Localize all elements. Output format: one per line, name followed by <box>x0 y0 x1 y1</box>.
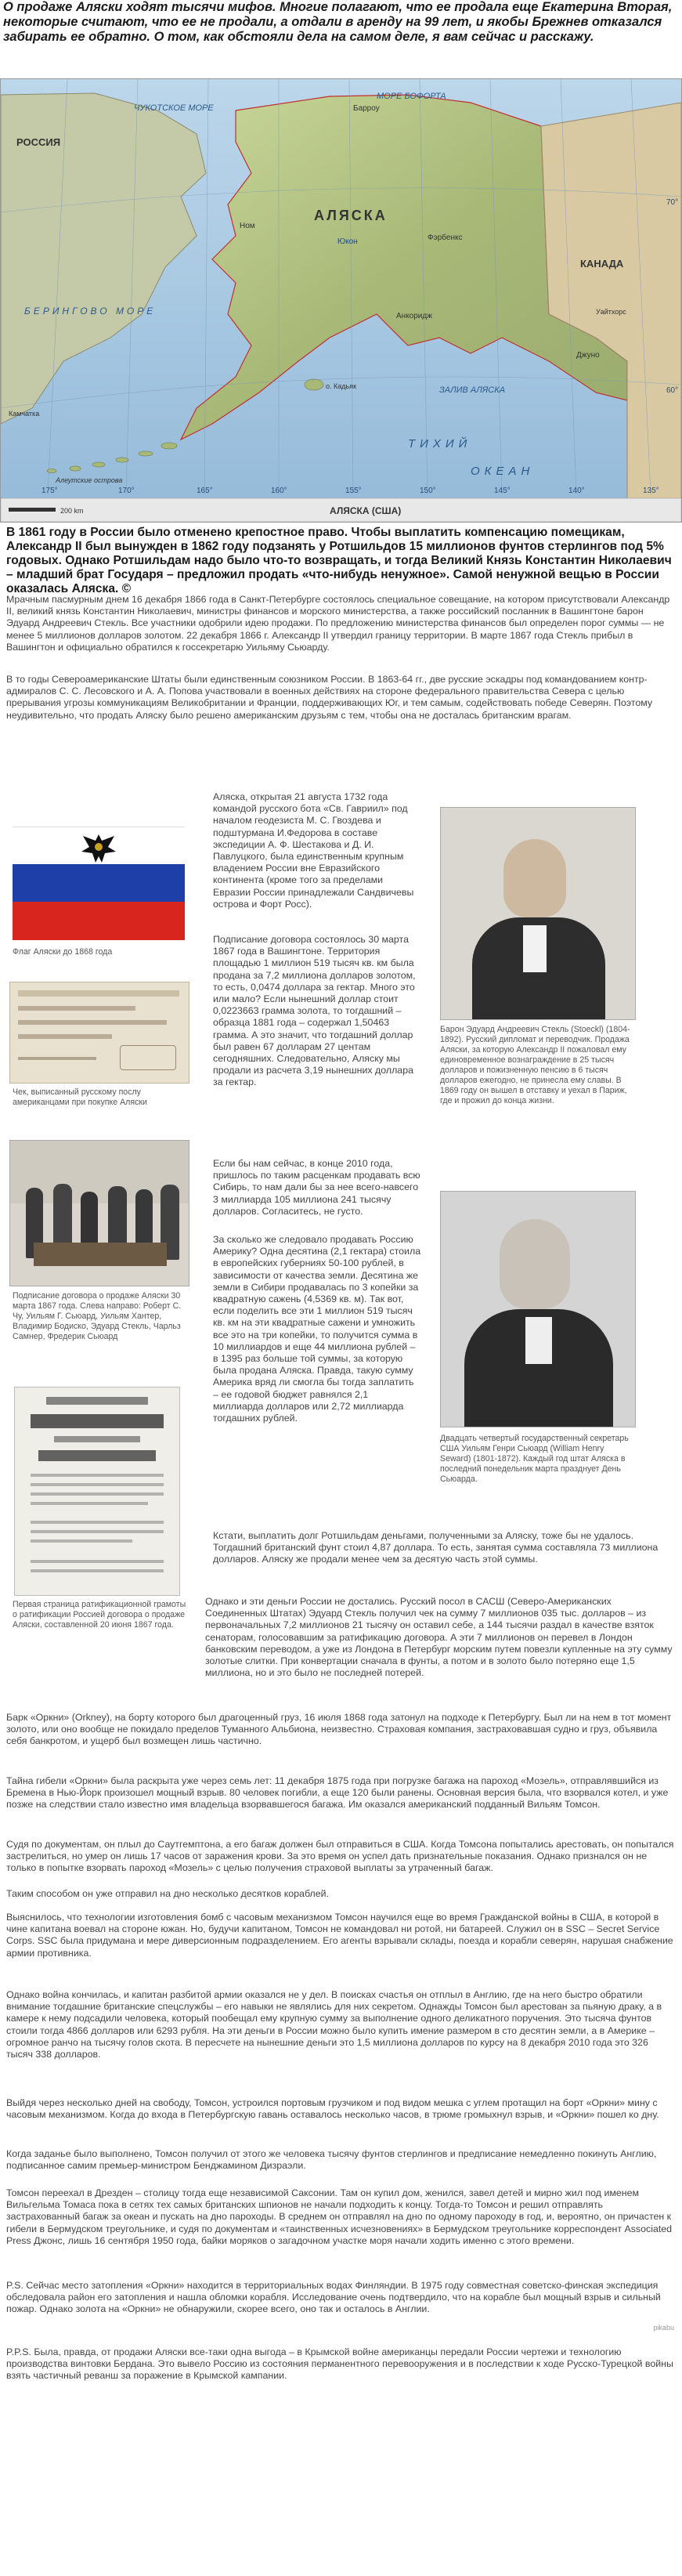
map-lon-label: 155° <box>345 487 362 495</box>
watermark: pikabu <box>653 2324 674 2332</box>
paragraph-discovery: Аляска, открытая 21 августа 1732 года командой русского бота «Св. Гавриил» под началом геодезиста М. С. Гвоздева и подштурмана И.Федорова в составе экспедиции А. Ф. Шестакова и Д. И. Павлуцкого, была единственным крупным владением России вне Евразийского континента (кроме того за пределами Евразии России принадлежали Сандвичевы острова и Форт Росс). <box>213 791 414 910</box>
alaska-map-svg <box>1 79 681 522</box>
map-label-nome: Ном <box>240 222 255 230</box>
map-label-pacific-1: ТИХИЙ <box>408 437 472 450</box>
map-label-pacific-2: ОКЕАН <box>471 465 535 478</box>
map-lon-label: 145° <box>494 487 511 495</box>
paragraph-intro-2: В то годы Североамериканские Штаты были единственным союзником России. В 1863-64 гг., две русские эскадры под командованием контр-адмиралов С. С. Лесовского и А. А. Попова участвовали в военных действиях на стороне федерального правительства Севера с целью прерывания угрозы коммуникациям Великобритании и Франции, поддерживающих Юг, и тем самым, содействовать победе Северян. Поэтому неудивительно, что продать Аляску было решено американским друзьям с тем, чтобы она не досталась британским врагам. <box>6 674 653 721</box>
flag-caption: Флаг Аляски до 1868 года <box>13 947 113 957</box>
signing-painting <box>9 1140 189 1286</box>
map-scale-label: 200 km <box>60 507 84 515</box>
paragraph-bottom-0: Однако и эти деньги России не достались. Русский посол в САСШ (Северо-Американских Соединенных Штатах) Эдуард Стекль получил чек на сумму 7 миллионов 035 тыс. долларов – из первоначальных 7,2 миллионов 21 тысячу он оставил себе, а 144 тысячи раздал в качестве взяток сенаторам, голосовавшим за ратификацию договора. А эти 7 миллионов он перевел в Лондон банковским переводом, а уже из Лондона в Петербург морским путем повезли купленные на эту сумму золотые слитки. При конвертации сначала в фунты, а потом и в золото было потеряно еще 1,5 миллиона, но и это было не последней потерей. <box>205 1596 673 1679</box>
paragraph-bottom-7: Выйдя через несколько дней на свободу, Томсон, устроился портовым грузчиком и под видом мешка с углем протащил на борт «Оркни» мину с часовым механизмом. Когда до входа в Петербургскую гавань оставалось несколько часов, в трюме громыхнул взрыв, и «Оркни» пошел ко дну. <box>6 2097 659 2121</box>
map-label-beaufort: МОРЕ БОФОРТА <box>377 92 446 101</box>
paragraph-bottom-2: Тайна гибели «Оркни» была раскрыта уже через семь лет: 11 декабря 1875 года при погрузке багажа на пароход «Мозель», отправлявшийся из Бремена в Нью-Йорк произошел мощный взрыв. 80 человек погибли, а еще 120 были ранены. Основная версия была, что взорвался котел, и уже позже на следствии стало известно имя владельца взорвавшегося багажа. Им оказался американский подданный Вильям Томсон. <box>6 1775 669 1811</box>
alaska-map <box>0 78 682 523</box>
signing-caption: Подписание договора о продаже Аляски 30 марта 1867 года. Слева направо: Роберт С. Чу, Уильям Г. Сьюард, Уильям Хантер, Владимир Бодиско, Эдуард Стекль, Чарльз Самнер, Фредерик Сьюард <box>13 1291 182 1341</box>
map-lon-label: 135° <box>643 487 659 495</box>
paragraph-bottom-9: Томсон переехал в Дрезден – столицу тогда еще независимой Саксонии. Там он купил дом, женился, завел детей и мирно жил под именем Вильгельма Томаса пока в сетях тех самых британских шпионов не начали подходить к концу. Тогда-то Томсон и решил отправлять застрахованный багаж за океан и пускать на дно пароходы. В среднем он отправлял на дно по одному пароходу в год, и, вероятно, он причастен к гибели в Бермудском треугольнике, и судя по документам и «таинственных исчезновениях» в Бермудском треугольнике корреспондент Associated Press Джонс, лишь 16 сентября 1950 года, байки моряков о загадочном участке моря начали ходить именно с этого времени. <box>6 2187 673 2246</box>
seward-portrait <box>440 1191 636 1427</box>
map-scale-bar <box>9 508 56 512</box>
map-lon-label: 150° <box>420 487 436 495</box>
map-label-canada: КАНАДА <box>580 258 624 270</box>
paragraph-siberia: Если бы нам сейчас, в конце 2010 года, пришлось по таким расценкам продавать всю Сибирь, то нам дали бы за нее всего-навсего 3 миллиарда 105 миллиона 241 тысячу долларов. Согласитесь, не густо. <box>213 1158 420 1217</box>
seward-caption: Двадцать четвертый государственный секретарь США Уильям Генри Сьюард (William Henry Seward) (1801-1872). Каждый год штат Аляска в последний понедельник марта празднует День Сьюарда. <box>440 1434 629 1484</box>
map-label-fairbanks: Фэрбенкс <box>428 233 463 242</box>
paragraph-bottom-5: Выяснилось, что технологии изготовления бомб с часовым механизмом Томсон научился еще во время Гражданской войны в США, в которой в чине капитана воевал на стороне южан. Но, будучи капитаном, Томсон не командовал ни ротой, ни батареей. Служил он в SSC – Secret Service Corps. SSC была придумана и мере диверсионным подразделением. Его агенты взрывали склады, поезда и корабли северян, нарушая снабжение армии противника. <box>6 1912 673 1959</box>
paragraph-bottom-10: P.S. Сейчас место затопления «Оркни» находится в территориальных водах Финляндии. В 1975 году совместная советско-финская экспедиция обследовала район его затопления и нашла обломки корабля. Исследование очень подтвердило, что на корабле был мощный взрыв и сильный пожар. Однако золота на «Оркни» не обнаружили, скорее всего, оно так и осталось в Англии. <box>6 2280 661 2315</box>
map-label-whitehorse: Уайтхорс <box>596 308 626 316</box>
paragraph-bottom-6: Однако война кончилась, и капитан разбитой армии оказался не у дел. В поисках счастья он отплыл в Англию, где на него быстро обратили внимание тогдашние британские спецслужбы – его навыки не являлись для них секретом. Однажды Томсон был арестован за пьяную драку, а в камере к нему подсадили человека, который пообещал ему крупную сумму за выполнение одного деликатного поручения. Это тысяча фунтов стоили тогда 4866 долларов или 6293 рубля. На эти деньги в России можно было купить имение размером в сто десятин земли, а в Америке – огромное ранчо на тысячу голов скота. В пересчете на нынешние деньги это 1,5 миллиона долларов по курсу на 8 декабря 2010 года это 326 тысяч 338 долларов. <box>6 1989 662 2060</box>
map-label-chukchi: ЧУКОТСКОЕ МОРЕ <box>134 103 214 113</box>
map-lon-label: 160° <box>271 487 287 495</box>
paragraph-bottom-3: Судя по документам, он плыл до Саутгемптона, а его багаж должен был отправиться в США. Когда Томсона попытались арестовать, он попытался застрелиться, но умер он лишь 17 часов от заражения крови. За это время он успел дать признательные показания. Однако признался он не только в попытке взорвать пароход «Мозель» с целью получения страховой выплаты за утраченный багаж. <box>6 1839 674 1874</box>
paragraph-intro-1: Мрачным пасмурным днем 16 декабря 1866 года в Санкт-Петербурге состоялось специальное совещание, на котором присутствовали Александр II, великий князь Константин Николаевич, министры финансов и морского министерства, а также российский посланник в Вашингтоне барон Эдуард Андреевич Стекль. Все участники одобрили идею продажи. По предложению министерства финансов был определен порог суммы — не менее 5 миллионов долларов золотом. 22 декабря 1866 г. Александр II утвердил границу территории. В марте 1867 года Стекль прибыл в Вашингтон и официально обратился к госсекретарю Уильяму Сьюарду. <box>6 594 670 653</box>
map-label-kamchatka: Камчатка <box>9 410 40 418</box>
eagle-icon <box>75 830 122 867</box>
paragraph-bottom-11: P.P.S. Была, правда, от продажи Аляски все-таки одна выгода – в Крымской войне американцы передали России чертежи и технологию производства винтовки Бердана. Это вывело Россию из состояния перманентного перевооружения и в последствии к ходе Русско-Турецкой войны взять частичный реванш за поражение в Крымской кампании. <box>6 2346 673 2382</box>
map-label-alaska: АЛЯСКА <box>314 208 388 223</box>
intro-text: О продаже Аляски ходят тысячи мифов. Многие полагают, что ее продала еще Екатерина Вторая, некоторые считают, что ее не продали, а отдали в аренду на 99 лет, и якобы Брежнев отказался забирать ее обратно. О том, как обстояли дела на самом деле, я вам сейчас и расскажу. <box>3 0 673 44</box>
paragraph-signing: Подписание договора состоялось 30 марта 1867 года в Вашингтоне. Территория площадью 1 миллион 519 тысяч кв. км была продана за 7,2 миллиона долларов золотом, то есть, 0,0474 доллара за гектар. Много это или мало? Если нынешний доллар стоит 0,0223663 грамма золота, то тогдашний – образца 1881 года – содержал 1,50463 грамма. А это значит, что тогдашний доллар был равен 67 долларам 27 центам сегодняшних. Следовательно, Аляску мы продали из расчета 3,19 нынешних доллара за гектар. <box>213 934 416 1088</box>
check-image <box>9 982 189 1084</box>
stoeckl-caption: Барон Эдуард Андреевич Стекль (Stoeckl) (1804-1892). Русский дипломат и переводчик. Продажа Аляски, за которую Александр II пожаловал ему единовременное вознаграждение в 25 тысяч долларов и пожизненную пенсию в 6 тысяч долларов ежегодно, не принесла ему славы. В 1869 году он вышел в отставку и уехал в Париж, где и прожил до конца жизни. <box>440 1025 630 1105</box>
ratification-document <box>14 1387 180 1596</box>
stoeckl-portrait <box>440 807 636 1020</box>
map-label-gulf: ЗАЛИВ АЛЯСКА <box>439 385 506 395</box>
map-lon-label: 165° <box>197 487 213 495</box>
map-label-kodiak: о. Кадьяк <box>326 382 357 390</box>
paragraph-bottom-8: Когда заданье было выполнено, Томсон получил от этого же человека тысячу фунтов стерлингов и предписание немедленно покинуть Англию, подписанное самим премьер-министром Бенджамином Дизраэли. <box>6 2148 657 2172</box>
map-label-anchorage: Анкоридж <box>396 312 432 320</box>
flag-image <box>13 827 185 940</box>
map-label-yukon: Юкон <box>337 237 358 246</box>
map-label-bering: БЕРИНГОВО МОРЕ <box>24 306 157 317</box>
paragraph-price: За сколько же следовало продавать Россию Америку? Одна десятина (2,1 гектара) стоила в европейских губерниях 50-100 рублей, в зависимости от качества земли. Десятина же земли в Сибири продавалась по 3 копейки за квадратную сажень (4,5369 кв. м). Так вот, если поделить все эти 1 миллион 519 тысяч кв. км на эти квадратные сажени и умножить все это на три копейки, то получится сумма в 10 миллиардов и еще 44 миллиона рублей – в 1395 раз больше той суммы, за которую была продана Аляска. Правда, такую сумму Америка вряд ли смогла бы тогда заплатить – ее годовой бюджет равнялся 2,1 миллиарда долларов или 2,72 миллиарда тогдашних рублей. <box>213 1234 421 1424</box>
map-lat-60: 60° <box>666 386 679 395</box>
ratification-caption: Первая страница ратификационной грамоты о ратификации Россией договора о продаже Аляски, составленной 20 июня 1867 года. <box>13 1600 186 1630</box>
paragraph-bottom-1: Барк «Оркни» (Orkney), на борту которого был драгоценный груз, 16 июля 1868 года затонул на подходе к Петербургу. Был ли на нем в тот момент золото, или оно вообще не покидало пределов Туманного Альбиона, неизвестно. Страховая компания, застраховавшая судно и груз, объявила себя банкротом, и ущерб был возмещен лишь частично. <box>6 1712 672 1747</box>
map-footer-title: АЛЯСКА (США) <box>330 505 402 516</box>
map-lon-label: 140° <box>568 487 585 495</box>
map-lon-label: 175° <box>41 487 58 495</box>
map-label-aleutian: Алеутские острова <box>56 476 123 484</box>
paragraph-rothschild: Кстати, выплатить долг Ротшильдам деньгами, полученными за Аляску, тоже бы не удалось. Тогдашний британский фунт стоил 4,87 доллара. То есть, занятая сумма составляла 73 миллиона долларов. Аляску же продали менее чем за десятую часть этой суммы. <box>213 1530 659 1565</box>
paragraph-bottom-4: Таким способом он уже отправил на дно несколько десятков кораблей. <box>6 1888 329 1899</box>
map-lat-70: 70° <box>666 198 679 207</box>
summary-text: В 1861 году в России было отменено крепостное право. Чтобы выплатить компенсацию помещикам, Александр II был вынужден в 1862 году подзанять у Ротшильдов 15 миллионов фунтов стерлингов под 5% годовых. Однако Ротшильдам надо было что-то возвращать, и тогда Великий Князь Константин Николаевич – младший брат Государя – предложил продать «что-нибудь ненужное». Самой ненужной вещью в России оказалась Аляска. © <box>6 526 672 595</box>
map-label-barrow: Барроу <box>353 104 380 113</box>
map-lon-label: 170° <box>118 487 135 495</box>
check-caption: Чек, выписанный русскому послу американцами при покупке Аляски <box>13 1087 147 1107</box>
map-label-russia: РОССИЯ <box>16 136 61 148</box>
map-label-juneau: Джуно <box>576 351 600 360</box>
